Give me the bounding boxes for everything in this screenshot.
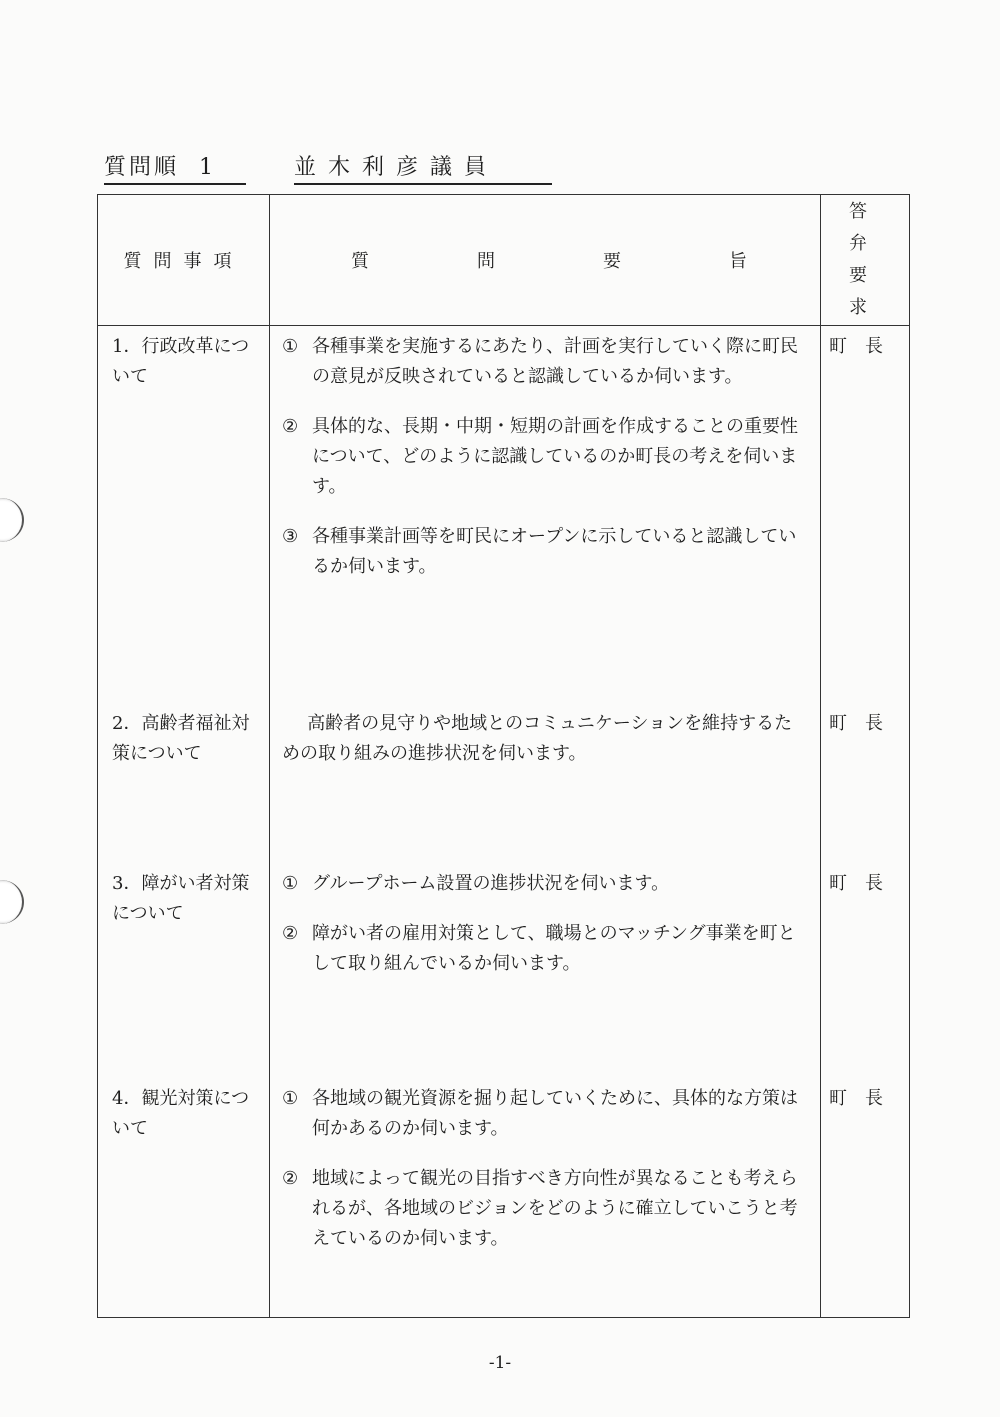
list-item	[282, 1164, 810, 1254]
gist-paragraph: 高齢者の見守りや地域とのコミュニケーションを維持するための取り組みの進捗状況を伺います。	[282, 712, 793, 764]
entry-number: ②	[282, 1167, 299, 1189]
entry-text: 各地域の観光資源を掘り起していくために、具体的な方策は何かあるのか伺います。	[312, 1087, 798, 1139]
question-gist	[270, 1084, 821, 1318]
table-row	[98, 709, 910, 869]
list-item	[282, 522, 810, 582]
question-gist	[270, 869, 821, 1084]
header-respondent: 答弁要求	[821, 195, 910, 326]
entry-number: ①	[282, 336, 299, 357]
entry-number: ①	[282, 872, 299, 894]
question-item: 3．障がい者対策について	[98, 869, 270, 1084]
punch-hole-top	[0, 498, 24, 542]
punch-hole-bottom	[0, 880, 24, 924]
entry-text: 各種事業を実施するにあたり、計画を実行していく際に町民の意見が反映されていると認識しているか伺います。	[312, 336, 798, 387]
table-header-row	[98, 195, 910, 326]
entry-number: ③	[282, 526, 299, 547]
header-question-gist	[270, 195, 821, 326]
entry-text: 障がい者の雇用対策として、職場とのマッチング事業を町として取り組んでいるか伺います。	[312, 922, 796, 974]
respondent: 町長	[821, 709, 910, 869]
member-name: 並木利彦議員	[294, 150, 552, 185]
question-gist	[270, 709, 821, 869]
header-question-item: 質問事項	[98, 195, 270, 326]
page-number: -1-	[488, 1353, 512, 1373]
header-gist-char: 問	[477, 251, 495, 272]
respondent: 町長	[821, 326, 910, 709]
list-item	[282, 1084, 810, 1144]
entry-text: 各種事業計画等を町民にオープンに示していると認識しているか伺います。	[312, 526, 797, 577]
question-item: 4．観光対策について	[98, 1084, 270, 1318]
table-row	[98, 869, 910, 1084]
entry-number: ①	[282, 1087, 299, 1109]
entry-text: グループホーム設置の進捗状況を伺います。	[312, 872, 670, 894]
header-gist-char: 要	[603, 251, 621, 272]
entry-text: 具体的な、長期・中期・短期の計画を作成することの重要性について、どのように認識しているのか町長の考えを伺います。	[312, 416, 798, 497]
list-item	[282, 412, 810, 502]
header-gist-char: 旨	[729, 251, 747, 272]
question-order-number: 1	[199, 155, 217, 180]
respondent: 町長	[821, 1084, 910, 1318]
table-row	[98, 1084, 910, 1318]
list-item	[282, 332, 810, 392]
entry-number: ②	[282, 922, 299, 944]
question-item: 2．高齢者福祉対策について	[98, 709, 270, 869]
entry-text: 地域によって観光の目指すべき方向性が異なることも考えられるが、各地域のビジョンをどのように確立していこうと考えているのか伺います。	[312, 1167, 798, 1249]
question-table	[97, 194, 910, 1318]
respondent: 町長	[821, 869, 910, 1084]
question-item: 1．行政改革について	[98, 326, 270, 709]
entry-number: ②	[282, 416, 299, 437]
header-gist-char: 質	[351, 251, 369, 272]
list-item	[282, 869, 810, 899]
question-gist	[270, 326, 821, 709]
list-item	[282, 919, 810, 979]
table-row	[98, 326, 910, 709]
question-order	[104, 150, 246, 185]
question-order-label: 質問順	[104, 155, 180, 180]
